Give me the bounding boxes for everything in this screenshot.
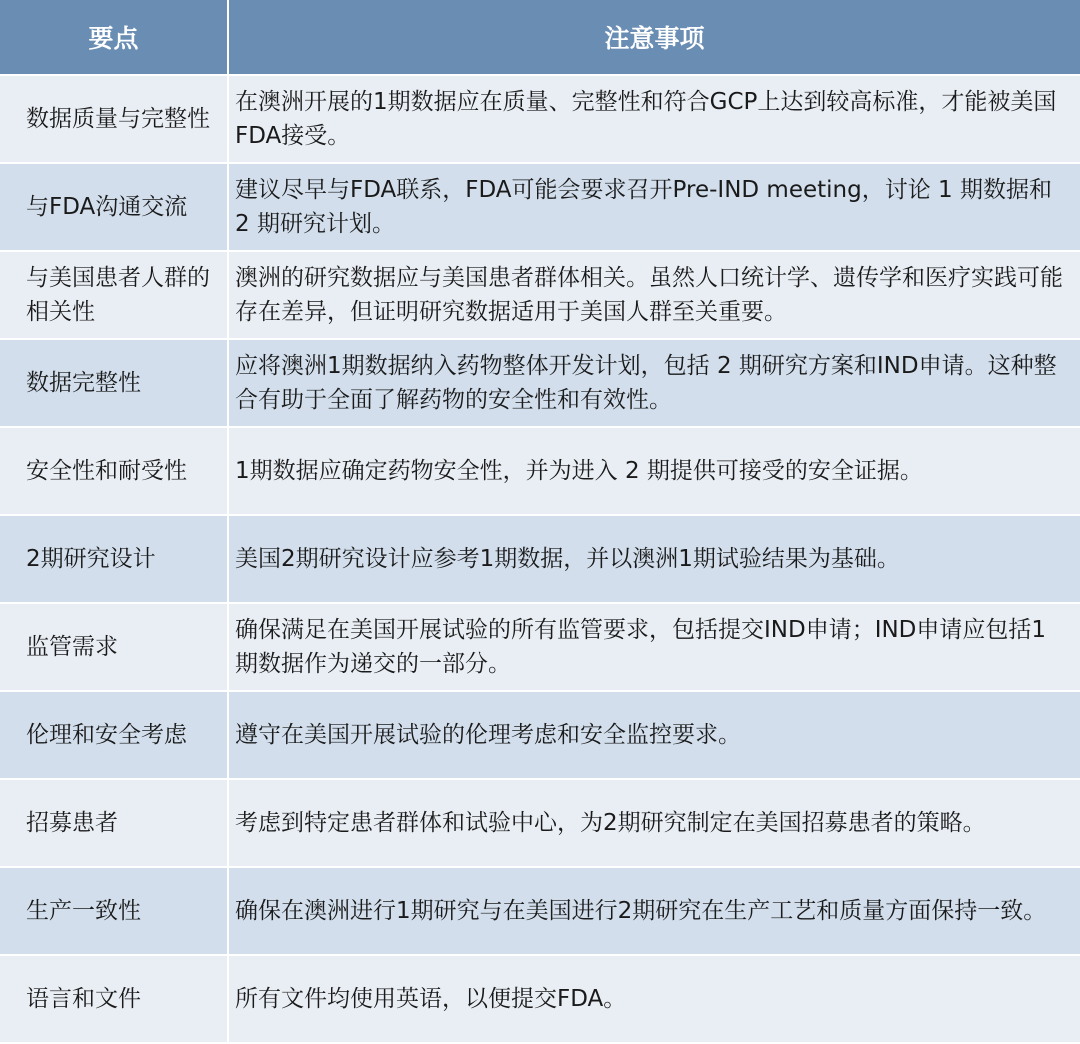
row-note: 确保在澳洲进行1期研究与在美国进行2期研究在生产工艺和质量方面保持一致。	[228, 867, 1080, 955]
row-point: 监管需求	[0, 603, 228, 691]
row-note: 澳洲的研究数据应与美国患者群体相关。虽然人口统计学、遗传学和医疗实践可能存在差异，但证明研究数据适用于美国人群至关重要。	[228, 251, 1080, 339]
table-row	[0, 779, 1080, 867]
row-point: 安全性和耐受性	[0, 427, 228, 515]
row-note: 遵守在美国开展试验的伦理考虑和安全监控要求。	[228, 691, 1080, 779]
table-row	[0, 603, 1080, 691]
row-note: 考虑到特定患者群体和试验中心，为2期研究制定在美国招募患者的策略。	[228, 779, 1080, 867]
header-key-points: 要点	[0, 0, 228, 75]
table-row	[0, 163, 1080, 251]
row-point: 数据质量与完整性	[0, 75, 228, 163]
table-row	[0, 691, 1080, 779]
row-point: 语言和文件	[0, 955, 228, 1043]
table-row	[0, 955, 1080, 1043]
row-note: 所有文件均使用英语，以便提交FDA。	[228, 955, 1080, 1043]
row-point: 伦理和安全考虑	[0, 691, 228, 779]
row-note: 美国2期研究设计应参考1期数据，并以澳洲1期试验结果为基础。	[228, 515, 1080, 603]
row-note: 应将澳洲1期数据纳入药物整体开发计划，包括 2 期研究方案和IND申请。这种整合有助于全面了解药物的安全性和有效性。	[228, 339, 1080, 427]
row-point: 2期研究设计	[0, 515, 228, 603]
table-row	[0, 251, 1080, 339]
row-note: 1期数据应确定药物安全性，并为进入 2 期提供可接受的安全证据。	[228, 427, 1080, 515]
header-notes: 注意事项	[228, 0, 1080, 75]
row-point: 招募患者	[0, 779, 228, 867]
table-row	[0, 427, 1080, 515]
table-header-row	[0, 0, 1080, 75]
row-note: 建议尽早与FDA联系，FDA可能会要求召开Pre-IND meeting，讨论 1 期数据和 2 期研究计划。	[228, 163, 1080, 251]
row-point: 与美国患者人群的相关性	[0, 251, 228, 339]
table-row	[0, 867, 1080, 955]
row-point: 数据完整性	[0, 339, 228, 427]
table-row	[0, 515, 1080, 603]
row-point: 与FDA沟通交流	[0, 163, 228, 251]
row-point: 生产一致性	[0, 867, 228, 955]
row-note: 在澳洲开展的1期数据应在质量、完整性和符合GCP上达到较高标准，才能被美国FDA接受。	[228, 75, 1080, 163]
row-note: 确保满足在美国开展试验的所有监管要求，包括提交IND申请；IND申请应包括1期数据作为递交的一部分。	[228, 603, 1080, 691]
table-row	[0, 75, 1080, 163]
table-row	[0, 339, 1080, 427]
